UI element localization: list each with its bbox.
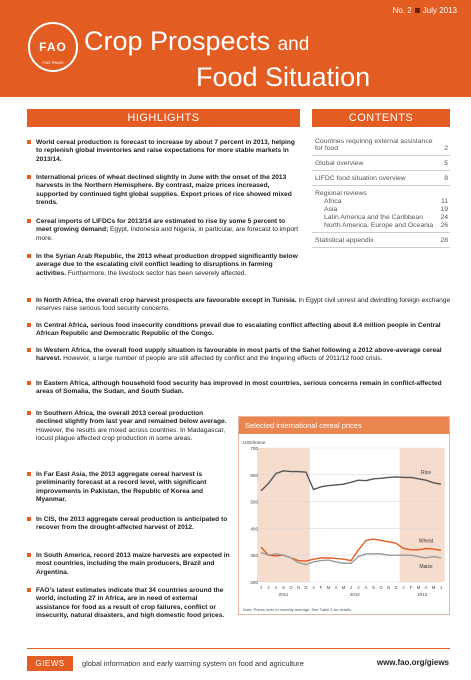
chart-series-label: Wheat [418,538,434,545]
chart-y-tick-label: 400 [250,526,258,532]
contents-label: Statistical appendix [315,237,374,244]
chart-x-tick-label: J [349,585,353,590]
highlight-item: Cereal imports of LIFDCs for 2013/14 are estimated to rise by some 5 percent to meet growing demand; Egypt, Indonesia and Nigeria, in particular, are forecast to import more. [27,218,300,243]
price-chart-panel [238,416,450,615]
chart-x-tick-label: O [289,585,293,590]
highlight-item: In CIS, the 2013 aggregate cereal production is anticipated to recover from the drought-affected harvest of 2012. [27,516,230,533]
contents-label: Africa [324,198,342,205]
chart-x-tick-label: S [372,585,375,590]
chart-x-tick-label: M [341,585,346,590]
footer-description: global information and early warning system on food and agriculture [82,659,304,668]
chart-x-tick-label: J [357,585,360,590]
chart-shaded-range [257,448,310,582]
issue-date: July 2013 [422,6,457,15]
contents-label: Asia [324,206,338,213]
chart-title: Selected international cereal prices [239,417,449,434]
chart-x-tick-label: N [386,585,391,590]
chart-note: Note: Prices refer to monthly average. See Table 3 for details. [243,607,353,612]
highlight-item: In Western Africa, the overall food supply situation is favourable in most parts of the Sahel following a 2012 above-average cereal harvest. However, a large number of people are still affected by conflict and the lingering effects of 2011/12 food crisis. [27,347,451,364]
chart-x-tick-label: M [326,585,331,590]
title-word1: Crop Prospects [84,26,271,56]
chart-x-tick-label: N [296,585,301,590]
contents-page: 26 [440,222,448,229]
contents-row[interactable] [312,156,450,171]
contents-page: 8 [444,175,448,182]
highlight-item: World cereal production is forecast to increase by about 7 percent in 2013, helping to replenish global inventories and raise expectations for more stable markets in 2013/14. [27,139,300,164]
contents-label: Countries requiring external assistance for food [315,138,433,152]
contents-page: 11 [440,198,448,205]
issue-number: No. 2 [392,6,412,15]
footer-brand: GIEWS [27,656,73,671]
footer-url-link[interactable]: www.fao.org/giews [376,658,449,667]
fao-logo [28,22,78,72]
chart-series-label: Rice [420,470,432,477]
chart-y-tick-label: 600 [250,472,258,478]
chart-x-tick-label: S [282,585,285,590]
highlight-item: In South America, record 2013 maize harvests are expected in most countries, including the main producers, Brazil and Argentina. [27,552,230,577]
price-chart [239,434,449,614]
contents-page: 2 [444,145,448,152]
chart-x-tick-label: A [334,585,338,590]
chart-x-tick-label: O [379,585,383,590]
chart-shaded-range [400,448,445,582]
contents-row[interactable] [312,205,450,213]
contents-page: 28 [440,237,448,244]
chart-x-tick-label: J [267,585,270,590]
highlights-heading: HIGHLIGHTS [27,109,300,127]
highlight-item: In Southern Africa, the overall 2013 cereal production declined slightly from last year and remained below average. However, the results are mixed across countries. In Madagascar, locust plague affected crop production in some areas. [27,410,230,443]
report-title-line2: Food Situation [196,62,371,92]
highlight-item: International prices of wheat declined slightly in June with the onset of the 2013 harvests in the Northern Hemisphere. By contrast, maize prices increased, supported by continued tight global supplies. Export prices of rice showed mixed trends. [27,174,300,207]
issue-info [393,6,457,15]
highlight-item: In Far East Asia, the 2013 aggregate cereal harvest is preliminarily forecast at a record level, with significant improvements in Pakistan, the Republic of Korea and Myanmar. [27,471,230,504]
separator-square-icon [415,8,420,13]
highlight-item: In North Africa, the overall crop harvest prospects are favourable except in Tunisia. In Egypt civil unrest and dwindling foreign exchange reserves raise serious food security concerns. [27,297,451,314]
chart-x-tick-label: F [409,585,413,590]
contents-page: 24 [440,214,448,221]
contents-row[interactable] [312,134,450,156]
contents-row[interactable] [312,197,450,205]
contents-label: LIFDC food situation overview [315,175,406,182]
contents-row[interactable] [312,171,450,186]
chart-x-tick-label: J [312,585,315,590]
highlight-item: In the Syrian Arab Republic, the 2013 wheat production dropped significantly below average due to the escalating civil conflict leading to disruptions in farming activities. Furthermore, the livestock sector has been severely affected. [27,253,300,278]
header-band [0,0,471,97]
report-title-line1 [84,26,309,60]
chart-year-label: 2013 [417,592,428,597]
chart-x-tick-label: F [319,585,323,590]
chart-year-label: 2012 [349,592,360,597]
title-word2: and [277,34,310,55]
chart-x-tick-label: J [259,585,263,590]
contents-label: North America, Europe and Oceania [324,222,434,229]
chart-series-label: Maize [419,563,433,570]
chart-y-tick-label: 200 [250,580,258,585]
chart-x-tick-label: J [439,585,443,590]
contents-row[interactable] [312,233,450,248]
chart-x-tick-label: A [364,585,368,590]
contents-regional-group [312,186,450,233]
chart-x-tick-label: M [416,585,421,590]
contents-heading: CONTENTS [312,109,450,127]
chart-x-tick-label: A [424,585,428,590]
chart-x-tick-label: D [394,585,398,590]
chart-x-tick-label: D [304,585,308,590]
footer-divider [27,648,450,649]
contents-label: Latin America and the Caribbean [324,214,423,221]
chart-x-tick-label: A [274,585,278,590]
chart-x-tick-label: J [402,585,405,590]
chart-y-tick-label: 700 [250,446,258,451]
contents-page: 5 [444,160,448,167]
contents-regional-label: Regional reviews [315,190,367,197]
chart-y-tick-label: 300 [250,553,258,559]
fao-logo-text: FAO [39,40,67,54]
fao-logo-motto: FIAT PANIS [42,60,64,65]
contents-row[interactable] [312,213,450,221]
highlight-item: In Eastern Africa, although household food security has improved in most countries, serious concerns remain in conflict-affected areas of Somalia, the Sudan, and South Sudan. [27,380,451,397]
highlight-item: In Central Africa, serious food insecurity conditions prevail due to escalating conflict affecting about 8.4 million people in Central African Republic and Democratic Republic of the Congo. [27,322,451,339]
chart-y-axis-label: USD/tonne [243,440,266,445]
chart-x-tick-label: M [431,585,436,590]
contents-label: Global overview [315,160,364,167]
table-of-contents [312,134,450,248]
contents-row[interactable] [312,221,450,229]
chart-year-label: 2011 [278,592,289,597]
chart-y-tick-label: 500 [250,499,258,505]
highlight-item: FAO’s latest estimates indicate that 34 countries around the world, including 27 in Africa, are in need of external assistance for food as a result of crop failures, conflict or insecurity, natural disasters, and high domestic food prices. [27,587,230,620]
contents-page: 19 [440,206,448,213]
